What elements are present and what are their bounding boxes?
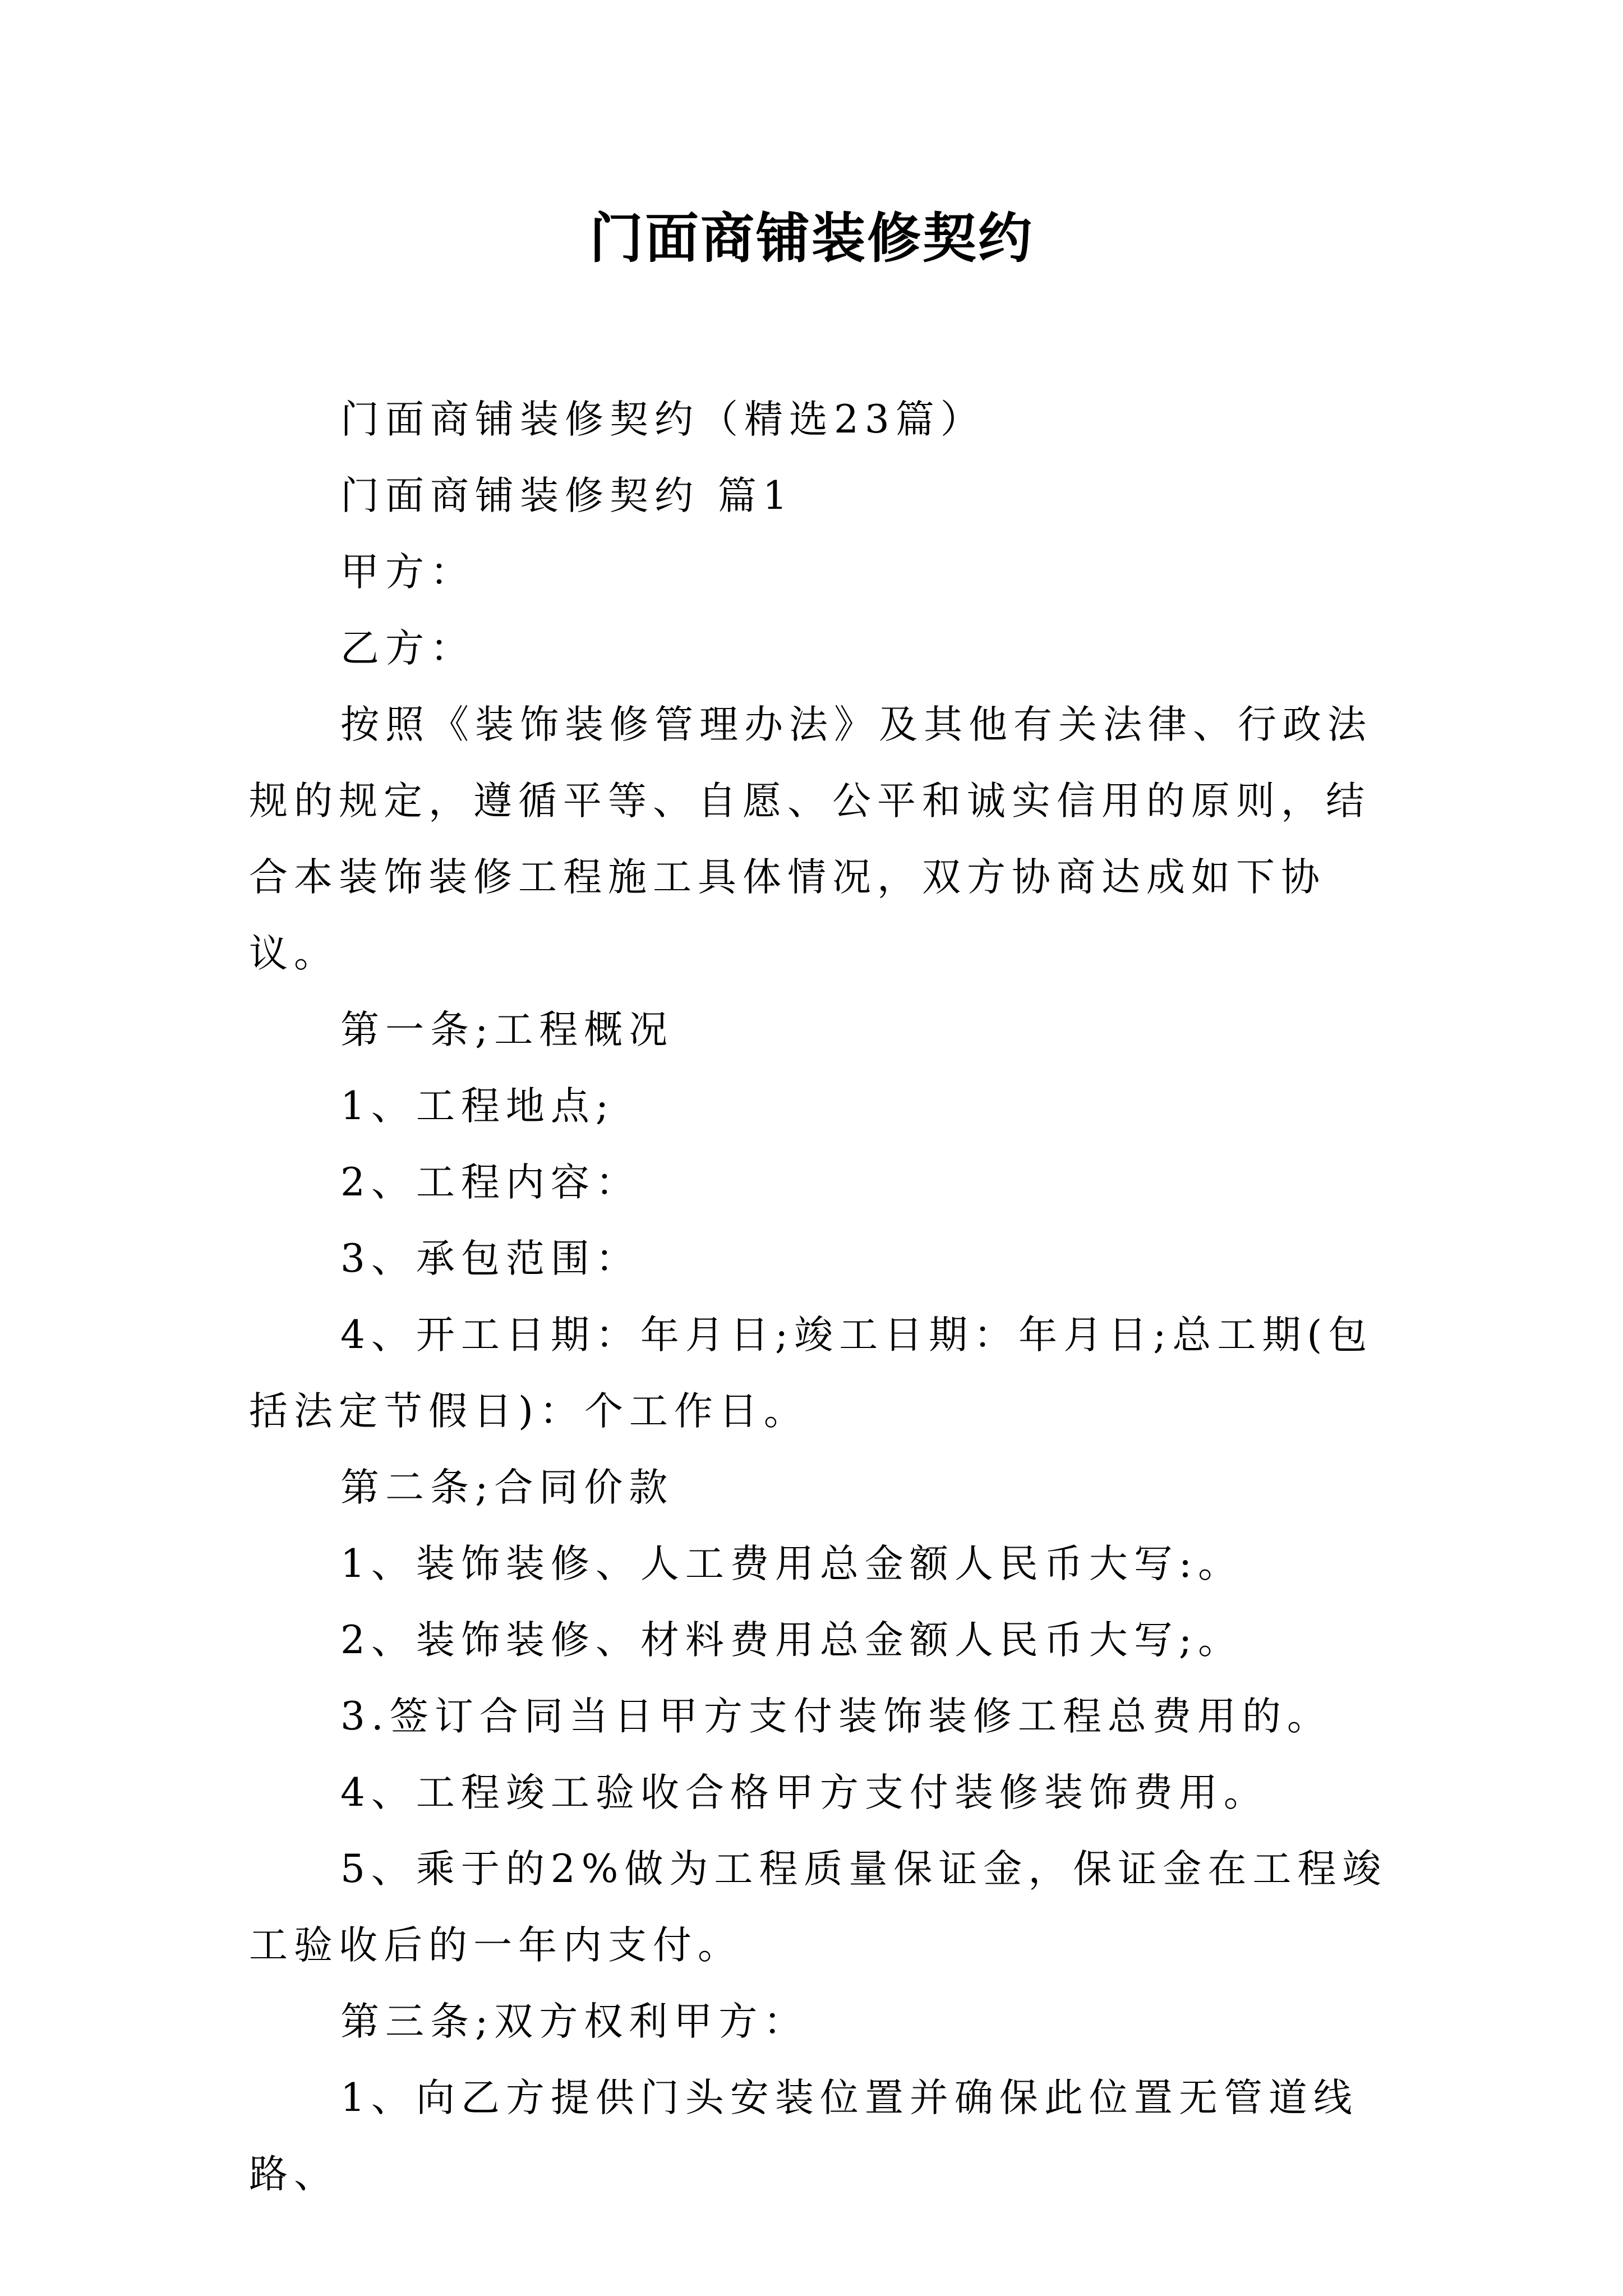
paragraph-article-1: 第一条;工程概况 xyxy=(340,1007,674,1052)
paragraph-item: 2、装饰装修、材料费用总金额人民币大写;。 xyxy=(340,1618,1243,1663)
paragraph-party-b: 乙方： xyxy=(340,626,475,671)
paragraph-preamble: 按照《装饰装修管理办法》及其他有关法律、行政法规的规定，遵循平等、自愿、公平和诚实信用的原则，结合本装饰装修工程施工具体情况，双方协商达成如下协议。 xyxy=(249,702,1372,976)
paragraph-subtitle: 门面商铺装修契约（精选23篇） xyxy=(340,397,985,442)
paragraph-party-a: 甲方： xyxy=(340,550,475,595)
paragraph-item: 3.签订合同当日甲方支付装饰装修工程总费用的。 xyxy=(340,1694,1332,1739)
paragraph-part-heading: 门面商铺装修契约 篇1 xyxy=(340,473,794,518)
document-title: 门面商铺装修契约 xyxy=(589,206,1034,270)
paragraph-item: 1、工程地点; xyxy=(340,1084,615,1129)
paragraph-item: 4、工程竣工验收合格甲方支付装修装饰费用。 xyxy=(340,1770,1269,1815)
paragraph-article-2: 第二条;合同价款 xyxy=(340,1465,674,1510)
document-body xyxy=(249,381,1390,2212)
paragraph-item: 3、承包范围： xyxy=(340,1236,640,1281)
paragraph-item: 2、工程内容： xyxy=(340,1160,640,1205)
paragraph-article-3: 第三条;双方权利甲方： xyxy=(340,1999,809,2044)
paragraph-item: 1、装饰装修、人工费用总金额人民币大写:。 xyxy=(340,1542,1243,1586)
paragraph-item: 4、开工日期：年月日;竣工日期：年月日;总工期(包括法定节假日)：个工作日。 xyxy=(249,1313,1373,1434)
paragraph-item: 1、向乙方提供门头安装位置并确保此位置无管道线路、 xyxy=(249,2076,1358,2197)
paragraph-item: 5、乘于的2%做为工程质量保证金，保证金在工程竣工验收后的一年内支付。 xyxy=(249,1847,1387,1968)
